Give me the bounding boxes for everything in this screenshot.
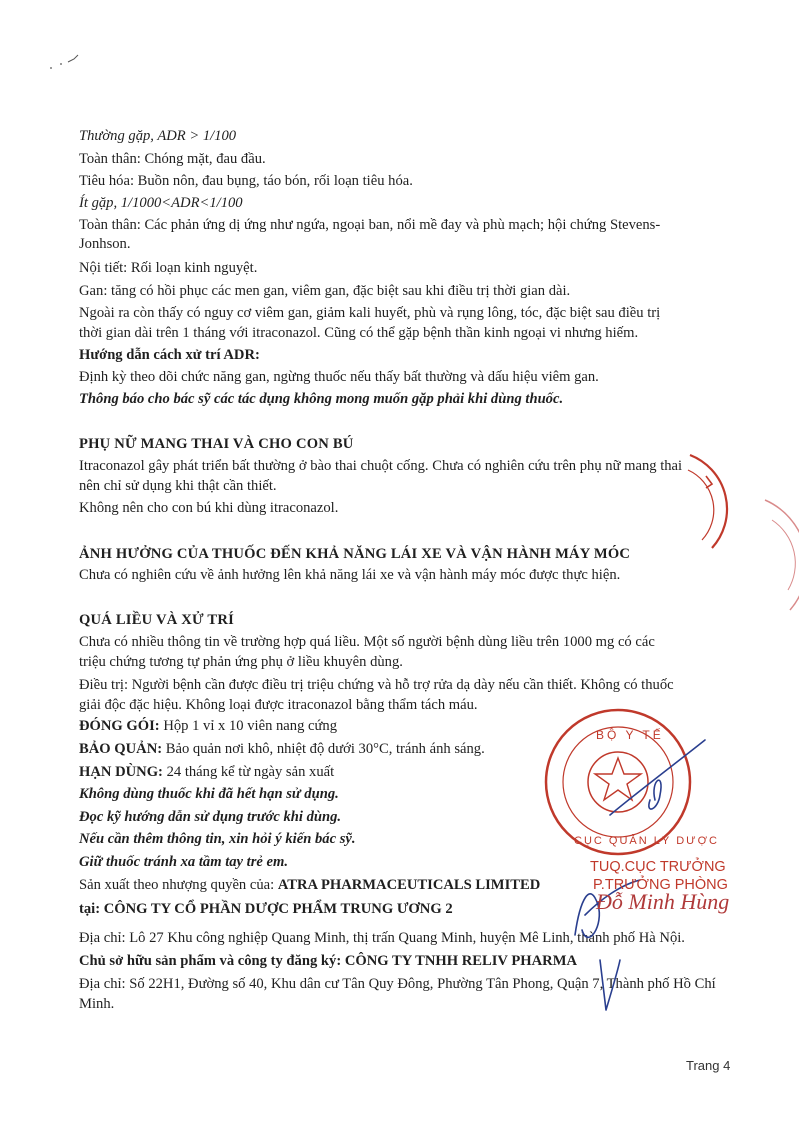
faint-seal-right xyxy=(765,500,799,610)
adr-rare-heading: Ít gặp, 1/1000<ADR<1/100 xyxy=(79,195,243,211)
manufacturer-address: Địa chỉ: Lô 27 Khu công nghiệp Quang Minh, thị trấn Quang Minh, huyện Mê Linh, thành phố Hà Nội. xyxy=(79,930,685,946)
seal-top-text: BỘ Y TẾ xyxy=(596,728,664,742)
owner-address-line2: Minh. xyxy=(79,996,115,1012)
storage-value: Bảo quản nơi khô, nhiệt độ dưới 30°C, tránh ánh sáng. xyxy=(162,741,485,757)
adr-common-general: Toàn thân: Chóng mặt, đau đầu. xyxy=(79,151,266,167)
packaging xyxy=(79,717,337,735)
warning-children: Giữ thuốc tránh xa tầm tay trẻ em. xyxy=(79,854,289,870)
scan-marks xyxy=(50,55,78,69)
signature-strokes xyxy=(575,740,705,1010)
overdose-line3: Điều trị: Người bệnh cần được điều trị triệu chứng và hỗ trợ rửa dạ dày nếu cần thiết. Không có thuốc xyxy=(79,677,674,693)
signer-title-1: TUQ.CỤC TRƯỞNG xyxy=(590,859,726,875)
seal-bottom-text: CỤC QUẢN LÝ DƯỢC xyxy=(574,835,719,847)
signer-title-2: P.TRƯỞNG PHÒNG xyxy=(593,877,728,893)
adr-rare-general-line1: Toàn thân: Các phản ứng dị ứng như ngứa, ngoại ban, nổi mề đay và phù mạch; hội chứng Stevens- xyxy=(79,217,661,233)
storage xyxy=(79,740,485,758)
owner-prefix: Chủ sở hữu sản phẩm và công ty đăng ký: xyxy=(79,953,345,969)
manufacturer-at-label: tại: xyxy=(79,901,104,917)
storage-label: BẢO QUẢN: xyxy=(79,741,163,757)
page-number: Trang 4 xyxy=(686,1058,731,1073)
adr-notify: Thông báo cho bác sỹ các tác dụng không mong muốn gặp phải khi dùng thuốc. xyxy=(79,391,564,407)
partial-seal-mid xyxy=(688,455,727,548)
shelf-life-value: 24 tháng kể từ ngày sản xuất xyxy=(162,764,335,780)
adr-guide-text: Định kỳ theo dõi chức năng gan, ngừng thuốc nếu thấy bất thường và dấu hiệu viêm gan. xyxy=(79,369,599,385)
adr-common-digestive: Tiêu hóa: Buồn nôn, đau bụng, táo bón, rối loạn tiêu hóa. xyxy=(79,173,413,189)
manufacturer-line xyxy=(79,876,540,894)
driving-line1: Chưa có nghiên cứu về ảnh hưởng lên khả năng lái xe và vận hành máy móc được thực hiện. xyxy=(79,567,621,583)
manufacturer-company-line xyxy=(79,900,453,918)
owner-company: CÔNG TY TNHH RELIV PHARMA xyxy=(344,953,578,969)
adr-rare-other-line2: thời gian dài trên 1 tháng với itraconazol. Cũng có thể gặp bệnh thần kinh ngoại vi nhưng hiếm. xyxy=(79,325,639,341)
adr-common-heading: Thường gặp, ADR > 1/100 xyxy=(79,128,237,144)
pregnancy-line2: nên chỉ sử dụng khi thật cần thiết. xyxy=(79,478,277,494)
adr-guide-heading: Hướng dẫn cách xử trí ADR: xyxy=(79,347,260,363)
manufacturer-company: CÔNG TY CỔ PHẦN DƯỢC PHẨM TRUNG ƯƠNG 2 xyxy=(103,901,453,917)
owner-address-line1: Địa chỉ: Số 22H1, Đường số 40, Khu dân cư Tân Quy Đông, Phường Tân Phong, Quận 7, Thành phố Hồ Chí xyxy=(79,976,716,992)
manufacturer-licensor: ATRA PHARMACEUTICALS LIMITED xyxy=(277,877,541,893)
warning-read-instructions: Đọc kỹ hướng dẫn sử dụng trước khi dùng. xyxy=(79,809,342,825)
driving-heading: ẢNH HƯỞNG CỦA THUỐC ĐẾN KHẢ NĂNG LÁI XE VÀ VẬN HÀNH MÁY MÓC xyxy=(79,546,631,562)
overdose-line1: Chưa có nhiều thông tin về trường hợp quá liều. Một số người bệnh dùng liều trên 1000 mg có các xyxy=(79,634,655,650)
pregnancy-line3: Không nên cho con bú khi dùng itraconazol. xyxy=(79,500,339,516)
adr-rare-general-line2: Jonhson. xyxy=(79,236,131,252)
packaging-label: ĐÓNG GÓI: xyxy=(79,718,160,734)
adr-rare-endocrine: Nội tiết: Rối loạn kinh nguyệt. xyxy=(79,260,258,276)
shelf-life xyxy=(79,763,334,781)
shelf-life-label: HẠN DÙNG: xyxy=(79,764,163,780)
manufacturer-prefix: Sản xuất theo nhượng quyền của: xyxy=(79,877,278,893)
pregnancy-heading: PHỤ NỮ MANG THAI VÀ CHO CON BÚ xyxy=(79,436,354,452)
warning-expired: Không dùng thuốc khi đã hết hạn sử dụng. xyxy=(79,786,339,802)
overdose-line4: giải độc đặc hiệu. Không loại được itraconazol bằng thẩm tách máu. xyxy=(79,697,478,713)
overdose-heading: QUÁ LIỀU VÀ XỬ TRÍ xyxy=(79,612,234,628)
adr-rare-other-line1: Ngoài ra còn thấy có nguy cơ viêm gan, giảm kali huyết, phù và rụng lông, tóc, đặc biệt sau điều trị xyxy=(79,305,661,321)
adr-rare-liver: Gan: tăng có hồi phục các men gan, viêm gan, đặc biệt sau khi điều trị thời gian dài. xyxy=(79,283,571,299)
signer-name: Đỗ Minh Hùng xyxy=(596,889,730,914)
packaging-value: Hộp 1 vỉ x 10 viên nang cứng xyxy=(159,718,338,734)
owner-line xyxy=(79,952,577,970)
warning-ask-doctor: Nếu cần thêm thông tin, xin hỏi ý kiến bác sỹ. xyxy=(79,831,356,847)
pregnancy-line1: Itraconazol gây phát triển bất thường ở bào thai chuột cống. Chưa có nghiên cứu trên phụ nữ mang thai xyxy=(79,458,683,474)
overdose-line2: triệu chứng tương tự phản ứng phụ ở liều khuyên dùng. xyxy=(79,654,403,670)
